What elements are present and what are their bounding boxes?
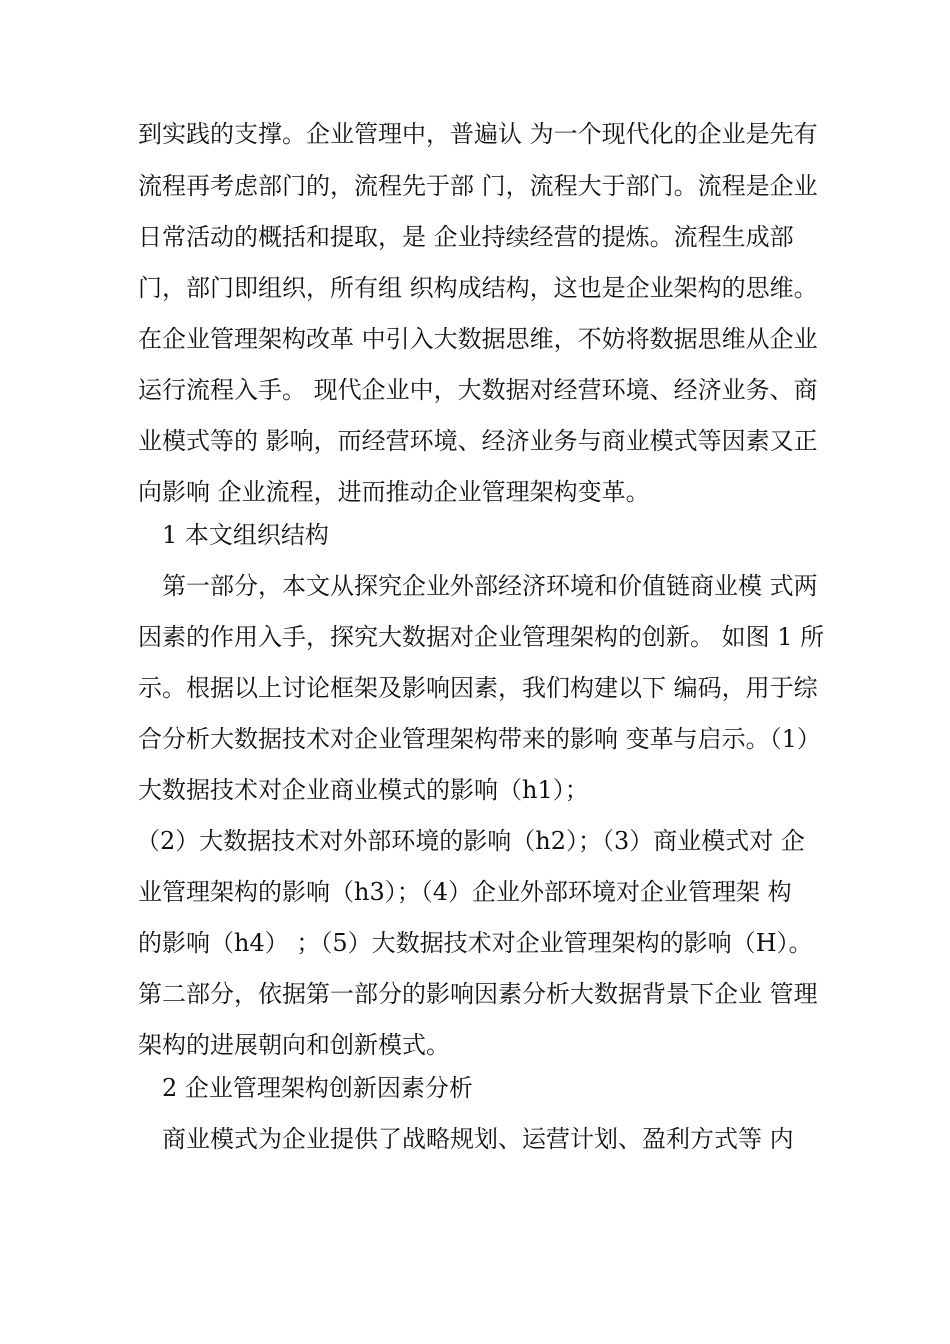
body-text-line: （2）大数据技术对外部环境的影响（h2）；（3）商业模式对 企 — [136, 827, 805, 855]
body-text-line: 架构的进展朝向和创新模式。 — [138, 1031, 450, 1059]
body-text-line: 业模式等的 影响，而经营环境、经济业务与商业模式等因素又正 — [138, 427, 818, 455]
body-text-line: 流程再考虑部门的，流程先于部 门，流程大于部门。流程是企业 — [138, 172, 818, 200]
body-text-line: 在企业管理架构改革 中引入大数据思维，不妨将数据思维从企业 — [138, 325, 818, 353]
body-text-line: 的影响（h4） ；（5）大数据技术对企业管理架构的影响（H）。 — [138, 929, 813, 957]
body-text-line: 大数据技术对企业商业模式的影响（h1）； — [138, 776, 589, 804]
body-text-line: 运行流程入手。 现代企业中，大数据对经营环境、经济业务、商 — [138, 376, 818, 404]
body-text-line: 第二部分，依据第一部分的影响因素分析大数据背景下企业 管理 — [138, 980, 818, 1008]
body-text-line: 合分析大数据技术对企业管理架构带来的影响 变革与启示。（1） — [138, 725, 821, 753]
body-text-line: 向影响 企业流程，进而推动企业管理架构变革。 — [138, 478, 650, 506]
section-heading: 1 本文组织结构 — [162, 521, 329, 549]
body-text-line: 因素的作用入手，探究大数据对企业管理架构的创新。 如图 1 所 — [138, 623, 825, 651]
body-text-line: 商业模式为企业提供了战略规划、运营计划、盈利方式等 内 — [162, 1125, 794, 1153]
body-text-line: 示。根据以上讨论框架及影响因素，我们构建以下 编码，用于综 — [138, 674, 818, 702]
body-text-line: 门，部门即组织，所有组 织构成结构，这也是企业架构的思维。 — [138, 274, 818, 302]
body-text-line: 到实践的支撑。企业管理中，普遍认 为一个现代化的企业是先有 — [138, 120, 818, 148]
body-text-line: 业管理架构的影响（h3）；（4）企业外部环境对企业管理架 构 — [138, 878, 792, 906]
body-text-line: 日常活动的概括和提取，是 企业持续经营的提炼。流程生成部 — [138, 223, 794, 251]
body-text-line: 第一部分，本文从探究企业外部经济环境和价值链商业模 式两 — [162, 572, 818, 600]
section-heading: 2 企业管理架构创新因素分析 — [162, 1074, 473, 1102]
